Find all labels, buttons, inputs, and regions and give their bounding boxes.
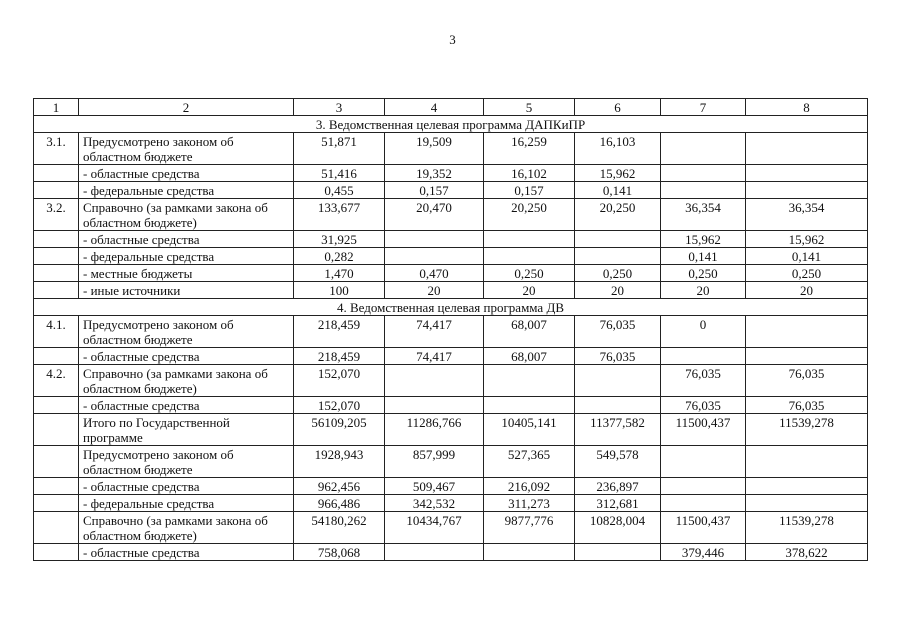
value-cell: 152,070 [294, 397, 385, 414]
value-cell [661, 182, 746, 199]
row-label: Справочно (за рамками закона об областном бюджете) [79, 199, 294, 231]
table-row [34, 414, 868, 446]
row-index: 4.2. [34, 365, 79, 397]
value-cell [484, 397, 575, 414]
row-label: Справочно (за рамками закона об областном бюджете) [79, 512, 294, 544]
value-cell: 509,467 [385, 478, 484, 495]
value-cell: 11500,437 [661, 414, 746, 446]
table-row [34, 248, 868, 265]
value-cell: 16,102 [484, 165, 575, 182]
value-cell: 0,141 [746, 248, 868, 265]
value-cell [661, 348, 746, 365]
value-cell [484, 544, 575, 561]
column-header: 2 [79, 99, 294, 116]
value-cell [575, 231, 661, 248]
value-cell: 11377,582 [575, 414, 661, 446]
row-label: - федеральные средства [79, 182, 294, 199]
table-row [34, 165, 868, 182]
value-cell [661, 165, 746, 182]
value-cell: 20 [484, 282, 575, 299]
value-cell: 9877,776 [484, 512, 575, 544]
value-cell: 74,417 [385, 348, 484, 365]
row-label: - местные бюджеты [79, 265, 294, 282]
value-cell: 15,962 [661, 231, 746, 248]
page-number: 3 [449, 32, 456, 47]
row-index [34, 478, 79, 495]
value-cell: 758,068 [294, 544, 385, 561]
row-label: - областные средства [79, 478, 294, 495]
value-cell: 20,250 [575, 199, 661, 231]
table-row [34, 544, 868, 561]
row-index [34, 231, 79, 248]
value-cell: 857,999 [385, 446, 484, 478]
value-cell [385, 231, 484, 248]
value-cell: 0,141 [661, 248, 746, 265]
value-cell [575, 365, 661, 397]
value-cell [746, 478, 868, 495]
row-index [34, 282, 79, 299]
value-cell [385, 397, 484, 414]
row-index [34, 512, 79, 544]
value-cell: 76,035 [746, 365, 868, 397]
budget-table [33, 98, 868, 561]
table-row [34, 478, 868, 495]
value-cell [746, 446, 868, 478]
value-cell [484, 365, 575, 397]
column-header: 3 [294, 99, 385, 116]
row-index [34, 348, 79, 365]
value-cell: 11539,278 [746, 414, 868, 446]
table-row [34, 365, 868, 397]
value-cell: 15,962 [746, 231, 868, 248]
value-cell: 11500,437 [661, 512, 746, 544]
value-cell: 236,897 [575, 478, 661, 495]
value-cell: 1,470 [294, 265, 385, 282]
value-cell: 0,157 [385, 182, 484, 199]
value-cell [746, 348, 868, 365]
value-cell [661, 495, 746, 512]
value-cell [746, 133, 868, 165]
value-cell: 527,365 [484, 446, 575, 478]
value-cell: 51,871 [294, 133, 385, 165]
row-label: - областные средства [79, 165, 294, 182]
row-index [34, 446, 79, 478]
value-cell: 10828,004 [575, 512, 661, 544]
column-header: 7 [661, 99, 746, 116]
table-row [34, 282, 868, 299]
value-cell: 11286,766 [385, 414, 484, 446]
value-cell: 20 [385, 282, 484, 299]
row-index [34, 265, 79, 282]
value-cell [746, 182, 868, 199]
table-row [34, 495, 868, 512]
value-cell: 76,035 [661, 365, 746, 397]
row-label: Предусмотрено законом об областном бюджете [79, 133, 294, 165]
value-cell: 342,532 [385, 495, 484, 512]
value-cell: 312,681 [575, 495, 661, 512]
value-cell: 0,455 [294, 182, 385, 199]
row-label: Предусмотрено законом об областном бюджете [79, 446, 294, 478]
row-index [34, 248, 79, 265]
value-cell [575, 248, 661, 265]
column-header: 8 [746, 99, 868, 116]
value-cell: 11539,278 [746, 512, 868, 544]
value-cell: 378,622 [746, 544, 868, 561]
value-cell: 15,962 [575, 165, 661, 182]
value-cell: 68,007 [484, 348, 575, 365]
value-cell: 1928,943 [294, 446, 385, 478]
value-cell: 962,456 [294, 478, 385, 495]
value-cell: 19,509 [385, 133, 484, 165]
table-row [34, 316, 868, 348]
value-cell: 16,103 [575, 133, 661, 165]
value-cell: 76,035 [661, 397, 746, 414]
value-cell: 54180,262 [294, 512, 385, 544]
value-cell [385, 365, 484, 397]
row-label: Предусмотрено законом об областном бюджете [79, 316, 294, 348]
value-cell [575, 397, 661, 414]
value-cell [484, 248, 575, 265]
table-row [34, 265, 868, 282]
value-cell: 966,486 [294, 495, 385, 512]
value-cell: 0,157 [484, 182, 575, 199]
value-cell: 16,259 [484, 133, 575, 165]
table-row [34, 348, 868, 365]
value-cell: 0,250 [484, 265, 575, 282]
value-cell: 36,354 [661, 199, 746, 231]
value-cell [385, 248, 484, 265]
value-cell: 133,677 [294, 199, 385, 231]
value-cell [484, 231, 575, 248]
value-cell: 0,250 [575, 265, 661, 282]
row-index [34, 182, 79, 199]
row-label: - федеральные средства [79, 248, 294, 265]
table-row [34, 446, 868, 478]
row-index: 3.1. [34, 133, 79, 165]
value-cell: 68,007 [484, 316, 575, 348]
row-label: - областные средства [79, 348, 294, 365]
value-cell: 10405,141 [484, 414, 575, 446]
value-cell: 10434,767 [385, 512, 484, 544]
row-index [34, 544, 79, 561]
value-cell [385, 544, 484, 561]
header-row [34, 99, 868, 116]
row-label: - областные средства [79, 544, 294, 561]
value-cell: 56109,205 [294, 414, 385, 446]
value-cell: 20 [661, 282, 746, 299]
value-cell: 152,070 [294, 365, 385, 397]
row-label: - иные источники [79, 282, 294, 299]
value-cell: 100 [294, 282, 385, 299]
value-cell: 51,416 [294, 165, 385, 182]
row-label: - федеральные средства [79, 495, 294, 512]
row-index: 3.2. [34, 199, 79, 231]
table-row [34, 231, 868, 248]
value-cell: 36,354 [746, 199, 868, 231]
table-row [34, 133, 868, 165]
value-cell: 0,250 [746, 265, 868, 282]
row-label: - областные средства [79, 231, 294, 248]
value-cell: 218,459 [294, 316, 385, 348]
row-label: Справочно (за рамками закона об областном бюджете) [79, 365, 294, 397]
value-cell: 20,250 [484, 199, 575, 231]
value-cell: 19,352 [385, 165, 484, 182]
value-cell: 549,578 [575, 446, 661, 478]
table-row [34, 397, 868, 414]
column-header: 6 [575, 99, 661, 116]
value-cell: 0,250 [661, 265, 746, 282]
value-cell: 20,470 [385, 199, 484, 231]
column-header: 1 [34, 99, 79, 116]
row-label: - областные средства [79, 397, 294, 414]
value-cell: 379,446 [661, 544, 746, 561]
column-header: 4 [385, 99, 484, 116]
value-cell: 311,273 [484, 495, 575, 512]
value-cell [661, 446, 746, 478]
value-cell [746, 316, 868, 348]
value-cell [661, 478, 746, 495]
column-header: 5 [484, 99, 575, 116]
value-cell: 218,459 [294, 348, 385, 365]
value-cell: 0 [661, 316, 746, 348]
value-cell [575, 544, 661, 561]
value-cell: 76,035 [746, 397, 868, 414]
value-cell: 0,282 [294, 248, 385, 265]
value-cell: 31,925 [294, 231, 385, 248]
row-index [34, 495, 79, 512]
value-cell: 0,470 [385, 265, 484, 282]
row-index [34, 165, 79, 182]
value-cell: 216,092 [484, 478, 575, 495]
value-cell: 76,035 [575, 348, 661, 365]
table-row [34, 182, 868, 199]
section-title: 4. Ведомственная целевая программа ДВ [34, 299, 868, 316]
value-cell [746, 165, 868, 182]
row-index: 4.1. [34, 316, 79, 348]
value-cell: 74,417 [385, 316, 484, 348]
row-label: Итого по Государственной программе [79, 414, 294, 446]
row-index [34, 397, 79, 414]
value-cell: 20 [746, 282, 868, 299]
table-row [34, 199, 868, 231]
section-title-row [34, 116, 868, 133]
value-cell [661, 133, 746, 165]
row-index [34, 414, 79, 446]
section-title-row [34, 299, 868, 316]
value-cell: 0,141 [575, 182, 661, 199]
table-row [34, 512, 868, 544]
section-title: 3. Ведомственная целевая программа ДАПКиПР [34, 116, 868, 133]
value-cell: 76,035 [575, 316, 661, 348]
value-cell [746, 495, 868, 512]
value-cell: 20 [575, 282, 661, 299]
